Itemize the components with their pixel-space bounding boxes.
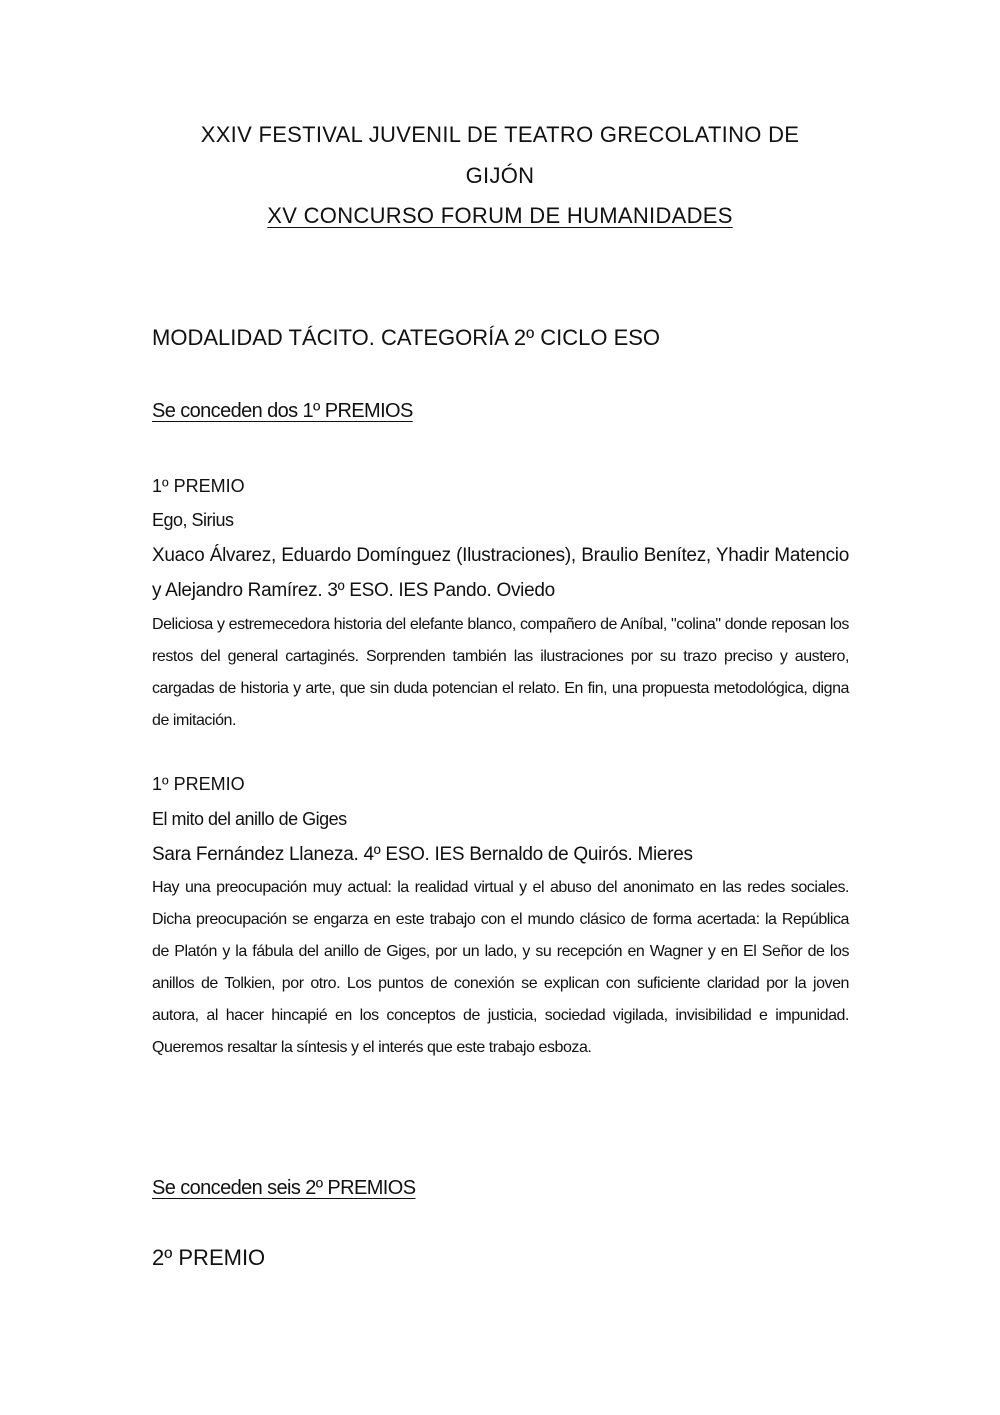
prize-label: 1º PREMIO xyxy=(152,774,245,794)
jury-comment: Hay una preocupación muy actual: la realidad virtual y el abuso del anonimato en las redes sociales. Dicha preocupación se engarza en este trabajo con el mundo clásico de forma acertada: la República de Platón y la fábula del anillo de Giges, por un lado, y su recepción en Wagner y en El Señor de los anillos de Tolkien, por otro. Los puntos de conexión se explican con suficiente claridad por la joven autora, al hacer hincapié en los conceptos de justicia, sociedad vigilada, invisibilidad e impunidad. Queremos resaltar la síntesis y el interés que este trabajo esboza. xyxy=(152,879,849,1056)
document-subtitle xyxy=(0,196,1000,236)
jury-comment: Deliciosa y estremecedora historia del elefante blanco, compañero de Aníbal, "colina" donde reposan los restos del general cartaginés. Sorprenden también las ilustraciones por su trazo preciso y austero, cargadas de historia y arte, que sin duda potencian el relato. En fin, una propuesta metodológica, digna de imitación. xyxy=(152,616,849,729)
second-prizes-heading: Se conceden seis 2º PREMIOS xyxy=(152,1177,416,1199)
work-title: Ego, Sirius xyxy=(152,510,234,530)
work-authors: Sara Fernández Llaneza. 4º ESO. IES Bernaldo de Quirós. Mieres xyxy=(152,844,693,865)
contest-name: XV CONCURSO FORUM DE HUMANIDADES xyxy=(267,203,733,228)
document-title: XXIV FESTIVAL JUVENIL DE TEATRO GRECOLATINO DE xyxy=(200,122,800,147)
prize-label: 2º PREMIO xyxy=(152,1245,266,1270)
document-title-continued: GIJÓN xyxy=(465,163,535,188)
work-title: El mito del anillo de Giges xyxy=(152,809,347,829)
category-heading: MODALIDAD TÁCITO. CATEGORÍA 2º CICLO ESO xyxy=(152,325,661,350)
first-prizes-heading: Se conceden dos 1º PREMIOS xyxy=(152,400,413,422)
prize-label: 1º PREMIO xyxy=(152,476,245,496)
work-authors: Xuaco Álvarez, Eduardo Domínguez (Ilustraciones), Braulio Benítez, Yhadir Matencio y Alejandro Ramírez. 3º ESO. IES Pando. Oviedo xyxy=(152,545,849,601)
